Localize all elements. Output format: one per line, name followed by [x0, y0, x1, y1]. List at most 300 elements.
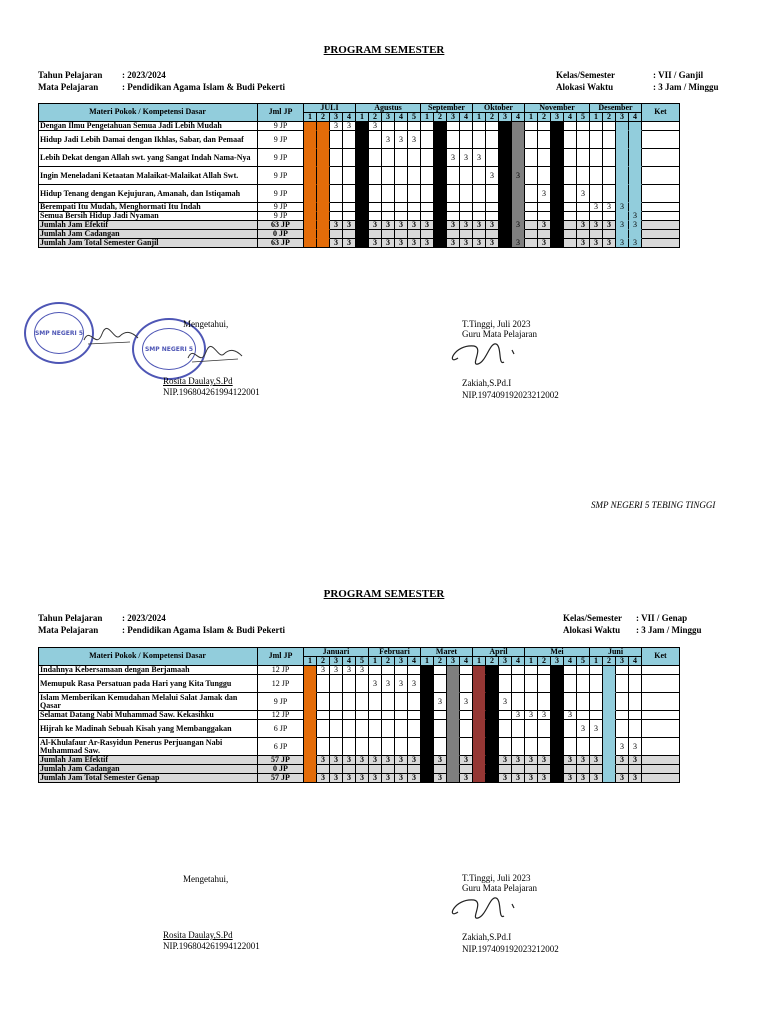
week-jp-value: 3: [616, 203, 629, 212]
week-jp-value: 3: [447, 221, 460, 230]
materi-pokok: Hidup Tenang dengan Kejujuran, Amanah, dan Istiqamah: [38, 185, 258, 203]
week-jp-value: 3: [343, 756, 356, 765]
week-cell: [551, 738, 564, 756]
week-cell: [499, 711, 512, 720]
month-header: Maret: [421, 647, 473, 657]
summary-label: Jumlah Jam Total Semester Ganjil: [38, 239, 258, 248]
school-stamp: SMP NEGERI 5: [24, 302, 94, 364]
week-cell: [447, 774, 460, 783]
week-cell: [460, 230, 473, 239]
week-cell: [421, 720, 434, 738]
week-number: 3: [395, 657, 408, 666]
week-cell: [486, 230, 499, 239]
jml-jp-value: 57 JP: [258, 774, 304, 783]
week-number: 1: [525, 113, 538, 122]
week-cell: [447, 167, 460, 185]
week-cell: [447, 122, 460, 131]
week-cell: [343, 675, 356, 693]
week-cell: [317, 122, 330, 131]
week-cell: [564, 122, 577, 131]
materi-pokok: Islam Memberikan Kemudahan Melalui Salat Jamak dan Qasar: [38, 693, 258, 711]
week-cell: [395, 765, 408, 774]
week-jp-value: 3: [408, 239, 421, 248]
week-cell: [460, 203, 473, 212]
week-jp-value: 3: [590, 221, 603, 230]
week-jp-value: 3: [577, 774, 590, 783]
week-cell: [564, 221, 577, 230]
week-number: 2: [603, 113, 616, 122]
week-jp-value: 3: [356, 774, 369, 783]
principal-nip: NIP.196804261994122001: [163, 941, 260, 951]
jml-jp-value: 12 JP: [258, 666, 304, 675]
week-jp-value: 3: [616, 774, 629, 783]
week-cell: [538, 666, 551, 675]
week-cell: [421, 230, 434, 239]
week-number: 5: [577, 657, 590, 666]
week-cell: [603, 666, 616, 675]
page1-title: PROGRAM SEMESTER: [323, 44, 445, 56]
teacher-role: Guru Mata Pelajaran: [462, 883, 537, 893]
week-number: 1: [421, 657, 434, 666]
week-cell: [512, 149, 525, 167]
week-cell: [629, 167, 642, 185]
week-jp-value: 3: [369, 221, 382, 230]
week-jp-value: 3: [395, 774, 408, 783]
week-cell: [356, 122, 369, 131]
week-cell: [369, 212, 382, 221]
week-jp-value: 3: [343, 221, 356, 230]
week-cell: [304, 774, 317, 783]
week-cell: [551, 675, 564, 693]
week-cell: [408, 122, 421, 131]
ket-cell: [642, 149, 680, 167]
jml-jp-value: 57 JP: [258, 756, 304, 765]
week-cell: [421, 774, 434, 783]
week-cell: [460, 212, 473, 221]
week-cell: [564, 230, 577, 239]
materi-pokok: Semua Bersih Hidup Jadi Nyaman: [38, 212, 258, 221]
column-header-jml-jp: Jml JP: [258, 103, 304, 122]
week-cell: [421, 149, 434, 167]
week-cell: [317, 230, 330, 239]
week-cell: [317, 149, 330, 167]
jml-jp-value: 12 JP: [258, 675, 304, 693]
week-cell: [616, 720, 629, 738]
week-cell: [421, 131, 434, 149]
week-cell: [395, 720, 408, 738]
week-number: 4: [629, 113, 642, 122]
week-cell: [486, 756, 499, 765]
week-jp-value: 3: [356, 756, 369, 765]
week-jp-value: 3: [434, 239, 447, 248]
mapel-value: : Pendidikan Agama Islam & Budi Pekerti: [122, 625, 286, 635]
page2-header-right: [563, 612, 702, 636]
week-cell: [486, 693, 499, 711]
week-jp-value: 3: [564, 774, 577, 783]
week-cell: [304, 711, 317, 720]
week-cell: [343, 738, 356, 756]
week-jp-value: 3: [382, 675, 395, 693]
week-cell: [408, 167, 421, 185]
week-cell: [564, 693, 577, 711]
week-cell: [473, 203, 486, 212]
week-number: 3: [499, 657, 512, 666]
week-cell: [486, 711, 499, 720]
week-cell: [330, 765, 343, 774]
week-cell: [460, 711, 473, 720]
week-jp-value: 3: [525, 756, 538, 765]
week-cell: [343, 711, 356, 720]
week-jp-value: 3: [460, 756, 473, 765]
week-cell: [330, 675, 343, 693]
week-cell: [304, 203, 317, 212]
week-jp-value: 3: [343, 239, 356, 248]
ket-cell: [642, 693, 680, 711]
week-cell: [434, 203, 447, 212]
week-cell: [408, 203, 421, 212]
week-cell: [564, 239, 577, 248]
week-cell: [330, 720, 343, 738]
week-cell: [304, 221, 317, 230]
week-cell: [330, 203, 343, 212]
week-cell: [382, 720, 395, 738]
week-jp-value: 3: [460, 239, 473, 248]
week-cell: [447, 131, 460, 149]
week-jp-value: 3: [538, 185, 551, 203]
week-cell: [551, 203, 564, 212]
week-jp-value: 3: [629, 738, 642, 756]
principal-name: Rosita Daulay,S.Pd: [163, 376, 233, 386]
week-cell: [395, 149, 408, 167]
week-cell: [486, 185, 499, 203]
ket-cell: [642, 131, 680, 149]
week-jp-value: 3: [499, 693, 512, 711]
week-number: 4: [343, 113, 356, 122]
week-cell: [512, 185, 525, 203]
page1-schedule-table: [38, 103, 680, 248]
week-cell: [499, 720, 512, 738]
jml-jp-value: 9 JP: [258, 167, 304, 185]
week-jp-value: 3: [330, 666, 343, 675]
week-jp-value: 3: [330, 239, 343, 248]
week-cell: [590, 666, 603, 675]
week-cell: [317, 693, 330, 711]
week-cell: [512, 203, 525, 212]
week-cell: [395, 122, 408, 131]
week-cell: [317, 185, 330, 203]
week-cell: [512, 212, 525, 221]
week-cell: [616, 711, 629, 720]
week-cell: [395, 711, 408, 720]
month-header: Mei: [525, 647, 590, 657]
week-cell: [330, 149, 343, 167]
week-number: 2: [538, 113, 551, 122]
week-jp-value: 3: [538, 221, 551, 230]
week-number: 2: [317, 113, 330, 122]
week-cell: [369, 693, 382, 711]
week-cell: [525, 765, 538, 774]
week-jp-value: 3: [538, 756, 551, 765]
week-cell: [356, 203, 369, 212]
week-cell: [330, 185, 343, 203]
week-number: 1: [304, 113, 317, 122]
week-cell: [304, 122, 317, 131]
week-number: 4: [629, 657, 642, 666]
materi-pokok: Lebih Dekat dengan Allah swt. yang Sangat Indah Nama-Nya: [38, 149, 258, 167]
week-cell: [304, 756, 317, 765]
week-cell: [304, 693, 317, 711]
week-number: 1: [304, 657, 317, 666]
week-jp-value: 3: [343, 122, 356, 131]
week-jp-value: 3: [421, 239, 434, 248]
week-number: 5: [356, 657, 369, 666]
week-cell: [343, 149, 356, 167]
week-cell: [343, 203, 356, 212]
week-cell: [434, 666, 447, 675]
week-cell: [460, 185, 473, 203]
week-jp-value: 3: [577, 221, 590, 230]
week-number: 4: [395, 113, 408, 122]
summary-label: Jumlah Jam Cadangan: [38, 230, 258, 239]
week-cell: [408, 765, 421, 774]
week-cell: [486, 765, 499, 774]
week-cell: [408, 720, 421, 738]
week-cell: [499, 203, 512, 212]
week-cell: [473, 230, 486, 239]
week-cell: [434, 230, 447, 239]
week-cell: [538, 131, 551, 149]
mengetahui-label: Mengetahui,: [183, 319, 229, 329]
column-header-ket: Ket: [642, 103, 680, 122]
week-cell: [538, 212, 551, 221]
week-cell: [317, 239, 330, 248]
week-cell: [304, 239, 317, 248]
principal-name: Rosita Daulay,S.Pd: [163, 930, 233, 940]
week-cell: [330, 711, 343, 720]
week-jp-value: 3: [408, 774, 421, 783]
week-cell: [629, 149, 642, 167]
week-cell: [460, 675, 473, 693]
week-cell: [395, 185, 408, 203]
week-cell: [486, 720, 499, 738]
week-cell: [499, 122, 512, 131]
summary-label: Jumlah Jam Cadangan: [38, 765, 258, 774]
week-cell: [525, 212, 538, 221]
kelas-label: Kelas/Semester: [563, 613, 622, 623]
week-number: 5: [577, 113, 590, 122]
week-cell: [317, 675, 330, 693]
week-cell: [473, 122, 486, 131]
place-date: T.Tinggi, Juli 2023: [462, 873, 531, 883]
week-cell: [473, 167, 486, 185]
week-cell: [603, 765, 616, 774]
materi-pokok: Hijrah ke Madinah Sebuah Kisah yang Membanggakan: [38, 720, 258, 738]
week-jp-value: 3: [512, 167, 525, 185]
week-cell: [512, 765, 525, 774]
week-cell: [356, 693, 369, 711]
week-cell: [356, 221, 369, 230]
week-cell: [473, 774, 486, 783]
tahun-label: Tahun Pelajaran: [38, 613, 103, 623]
signature-principal: [184, 340, 244, 370]
week-cell: [538, 765, 551, 774]
week-cell: [551, 774, 564, 783]
week-cell: [434, 131, 447, 149]
week-cell: [395, 738, 408, 756]
ket-cell: [642, 230, 680, 239]
week-cell: [447, 185, 460, 203]
jml-jp-value: 9 JP: [258, 149, 304, 167]
week-jp-value: 3: [577, 239, 590, 248]
week-cell: [304, 185, 317, 203]
week-cell: [538, 738, 551, 756]
week-cell: [629, 720, 642, 738]
week-jp-value: 3: [395, 756, 408, 765]
alokasi-label: Alokasi Waktu: [556, 82, 614, 92]
week-cell: [395, 167, 408, 185]
week-cell: [629, 203, 642, 212]
week-cell: [434, 167, 447, 185]
week-cell: [616, 675, 629, 693]
week-cell: [486, 738, 499, 756]
jml-jp-value: 9 JP: [258, 122, 304, 131]
week-cell: [434, 720, 447, 738]
week-cell: [499, 738, 512, 756]
week-jp-value: 3: [382, 774, 395, 783]
week-jp-value: 3: [499, 774, 512, 783]
week-cell: [356, 720, 369, 738]
week-cell: [603, 167, 616, 185]
materi-pokok: Hidup Jadi Lebih Damai dengan Ikhlas, Sabar, dan Pemaaf: [38, 131, 258, 149]
week-cell: [460, 122, 473, 131]
tahun-value: : 2023/2024: [122, 613, 166, 623]
week-cell: [512, 666, 525, 675]
week-cell: [382, 149, 395, 167]
week-cell: [538, 720, 551, 738]
week-cell: [512, 122, 525, 131]
week-cell: [629, 185, 642, 203]
week-cell: [577, 693, 590, 711]
week-cell: [603, 711, 616, 720]
week-cell: [603, 675, 616, 693]
week-number: 4: [460, 113, 473, 122]
week-number: 4: [564, 113, 577, 122]
week-cell: [395, 693, 408, 711]
materi-pokok: Berempati Itu Mudah, Menghormati Itu Indah: [38, 203, 258, 212]
week-cell: [460, 738, 473, 756]
week-cell: [434, 122, 447, 131]
week-cell: [473, 765, 486, 774]
school-stamp: SMP NEGERI 5: [132, 318, 206, 380]
month-header: Oktober: [473, 103, 525, 113]
week-jp-value: 3: [421, 221, 434, 230]
week-cell: [603, 720, 616, 738]
week-cell: [369, 720, 382, 738]
week-number: 4: [408, 657, 421, 666]
week-number: 3: [330, 113, 343, 122]
week-jp-value: 3: [486, 239, 499, 248]
mengetahui-label: Mengetahui,: [183, 874, 229, 884]
jml-jp-value: 0 JP: [258, 765, 304, 774]
week-cell: [603, 693, 616, 711]
week-cell: [512, 693, 525, 711]
week-jp-value: 3: [590, 203, 603, 212]
week-cell: [525, 675, 538, 693]
week-cell: [317, 131, 330, 149]
week-cell: [525, 167, 538, 185]
week-jp-value: 3: [369, 675, 382, 693]
week-number: 1: [473, 657, 486, 666]
jml-jp-value: 9 JP: [258, 185, 304, 203]
week-number: 2: [486, 657, 499, 666]
signature-teacher: [444, 336, 524, 372]
week-cell: [525, 239, 538, 248]
week-cell: [382, 693, 395, 711]
week-jp-value: 3: [317, 666, 330, 675]
week-cell: [486, 666, 499, 675]
jml-jp-value: 9 JP: [258, 203, 304, 212]
week-cell: [356, 185, 369, 203]
week-number: 3: [551, 113, 564, 122]
week-number: 2: [434, 657, 447, 666]
week-cell: [499, 230, 512, 239]
week-cell: [603, 230, 616, 239]
week-jp-value: 3: [460, 149, 473, 167]
week-cell: [603, 122, 616, 131]
tahun-value: : 2023/2024: [122, 70, 166, 80]
week-number: 2: [434, 113, 447, 122]
week-cell: [577, 203, 590, 212]
week-cell: [447, 212, 460, 221]
week-cell: [590, 212, 603, 221]
week-cell: [382, 212, 395, 221]
week-cell: [460, 765, 473, 774]
ket-cell: [642, 212, 680, 221]
week-cell: [603, 149, 616, 167]
week-cell: [499, 765, 512, 774]
week-cell: [551, 167, 564, 185]
week-jp-value: 3: [512, 239, 525, 248]
week-cell: [356, 131, 369, 149]
materi-pokok: Selamat Datang Nabi Muhammad Saw. Kekasihku: [38, 711, 258, 720]
week-cell: [577, 131, 590, 149]
week-cell: [382, 167, 395, 185]
week-cell: [486, 131, 499, 149]
week-cell: [616, 693, 629, 711]
week-cell: [447, 720, 460, 738]
week-cell: [486, 774, 499, 783]
week-number: 4: [564, 657, 577, 666]
week-cell: [356, 675, 369, 693]
month-header: April: [473, 647, 525, 657]
jml-jp-value: 6 JP: [258, 738, 304, 756]
week-cell: [603, 131, 616, 149]
week-cell: [616, 149, 629, 167]
week-cell: [343, 720, 356, 738]
week-cell: [564, 720, 577, 738]
week-cell: [616, 765, 629, 774]
week-cell: [421, 212, 434, 221]
week-jp-value: 3: [382, 756, 395, 765]
jml-jp-value: 63 JP: [258, 221, 304, 230]
page2-schedule-table: [38, 647, 680, 783]
month-header: September: [421, 103, 473, 113]
teacher-nip: NIP.197409192023212002: [462, 390, 559, 400]
week-cell: [564, 212, 577, 221]
week-cell: [421, 756, 434, 765]
page2-title: PROGRAM SEMESTER: [323, 588, 445, 600]
mapel-label: Mata Pelajaran: [38, 625, 99, 635]
